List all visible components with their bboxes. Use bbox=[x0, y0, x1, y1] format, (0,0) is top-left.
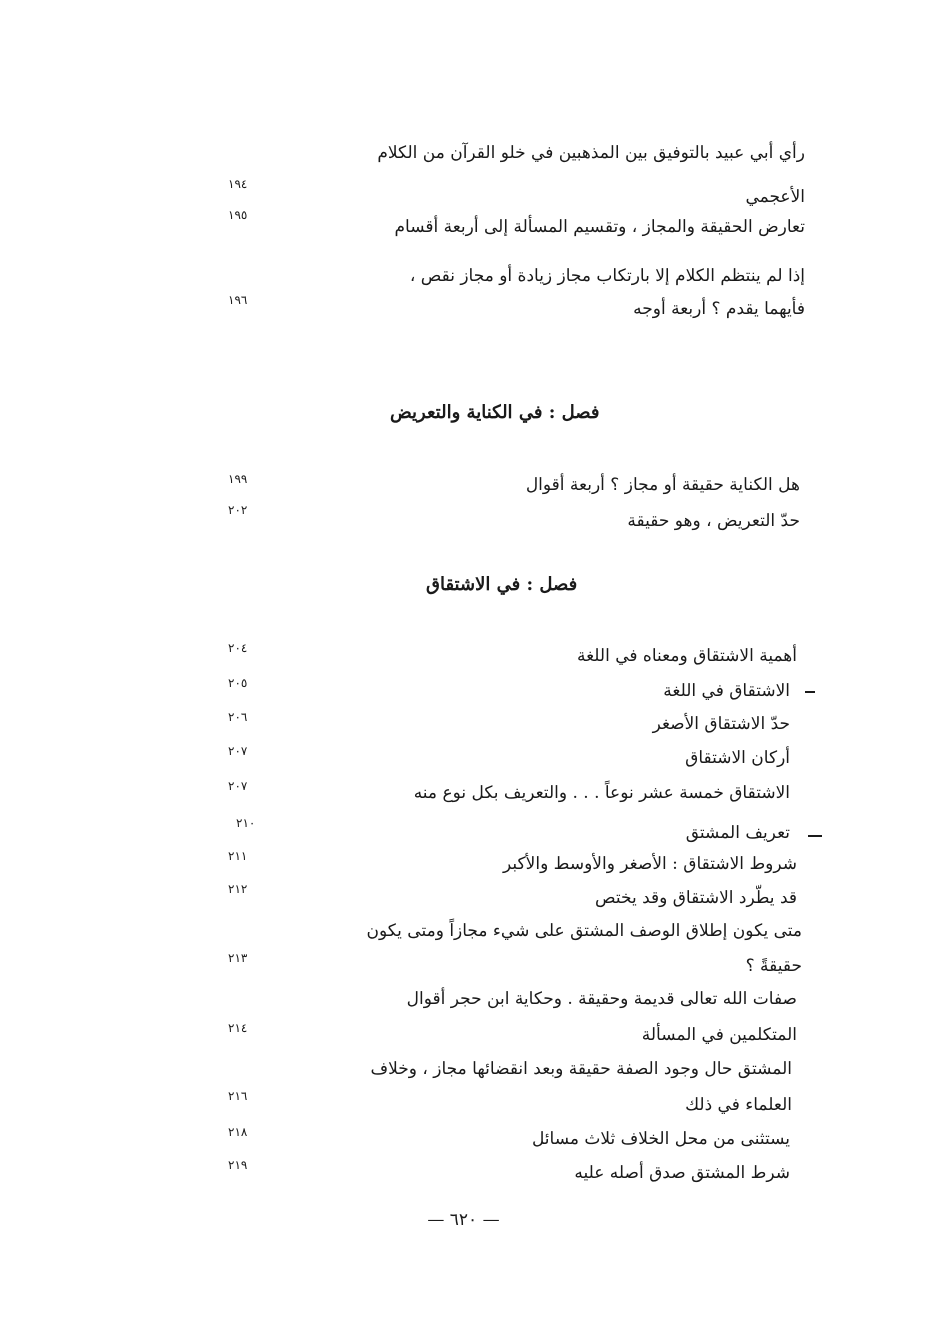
page-number: ٢١٩ bbox=[228, 1158, 248, 1172]
entry-text: يستثنى من محل الخلاف ثلاث مسائل bbox=[531, 1129, 790, 1149]
page-number: ٢١١ bbox=[228, 849, 248, 863]
entry-text: أركان الاشتقاق bbox=[685, 748, 790, 768]
page-number: ٢١٤ bbox=[228, 1021, 248, 1035]
entry-text: شرط المشتق صدق أصله عليه bbox=[574, 1163, 790, 1183]
entry-text: فأيهما يقدم ؟ أربعة أوجه bbox=[633, 299, 805, 319]
entry-text: الاشتقاق في اللغة bbox=[663, 681, 790, 701]
footer-page-number: — ٦٢٠ — bbox=[427, 1210, 500, 1230]
entry-text: تعارض الحقيقة والمجاز ، وتقسيم المسألة إلى أربعة أقسام bbox=[394, 217, 805, 237]
page-number: ٢٠٧ bbox=[228, 779, 248, 793]
page-number: ٢١٨ bbox=[228, 1125, 248, 1139]
page-number: ٢٠٧ bbox=[228, 744, 248, 758]
entry-text: حدّ التعريض ، وهو حقيقة bbox=[627, 511, 800, 531]
page-number: ٢٠٢ bbox=[228, 503, 248, 517]
section-title: فصل : في الاشتقاق bbox=[426, 574, 578, 595]
entry-text: تعريف المشتق bbox=[685, 823, 790, 843]
entry-text: حقيقةً ؟ bbox=[745, 956, 802, 976]
page-number: ١٩٦ bbox=[228, 293, 248, 307]
entry-text: أهمية الاشتقاق ومعناه في اللغة bbox=[576, 646, 797, 666]
dash-mark bbox=[808, 835, 822, 837]
entry-text: إذا لم ينتظم الكلام إلا بارتكاب مجاز زيادة أو مجاز نقص ، bbox=[409, 266, 805, 286]
page-number: ٢١٠ bbox=[236, 816, 256, 830]
page-number: ٢١٢ bbox=[228, 882, 248, 896]
entry-text: قد يطّرد الاشتقاق وقد يختص bbox=[595, 888, 797, 908]
entry-text: حدّ الاشتقاق الأصغر bbox=[652, 714, 790, 734]
page-number: ١٩٩ bbox=[228, 472, 248, 486]
entry-text: العلماء في ذلك bbox=[685, 1095, 792, 1115]
entry-text: الاشتقاق خمسة عشر نوعاً . . . والتعريف بكل نوع منه bbox=[413, 783, 790, 803]
entry-text: متى يكون إطلاق الوصف المشتق على شيء مجازاً ومتى يكون bbox=[366, 921, 802, 941]
entry-text: شروط الاشتقاق : الأصغر والأوسط والأكبر bbox=[503, 854, 797, 874]
dash-mark bbox=[805, 691, 815, 693]
page-number: ٢١٦ bbox=[228, 1089, 248, 1103]
page-number: ١٩٥ bbox=[228, 208, 248, 222]
page-number: ٢١٣ bbox=[228, 951, 248, 965]
page-number: ٢٠٤ bbox=[228, 641, 248, 655]
section-title: فصل : في الكناية والتعريض bbox=[390, 402, 600, 423]
entry-text: الأعجمي bbox=[745, 187, 805, 207]
entry-text: صفات الله تعالى قديمة وحقيقة . وحكاية ابن حجر أقوال bbox=[406, 989, 797, 1009]
page-number: ١٩٤ bbox=[228, 177, 248, 191]
page-number: ٢٠٥ bbox=[228, 676, 248, 690]
entry-text: المشتق حال وجود الصفة حقيقة وبعد انقضائها مجاز ، وخلاف bbox=[370, 1059, 792, 1079]
page-number: ٢٠٦ bbox=[228, 710, 248, 724]
entry-text: المتكلمين في المسألة bbox=[641, 1025, 797, 1045]
entry-text: رأي أبي عبيد بالتوفيق بين المذهبين في خلو القرآن من الكلام bbox=[377, 143, 805, 163]
entry-text: هل الكناية حقيقة أو مجاز ؟ أربعة أقوال bbox=[525, 475, 800, 495]
